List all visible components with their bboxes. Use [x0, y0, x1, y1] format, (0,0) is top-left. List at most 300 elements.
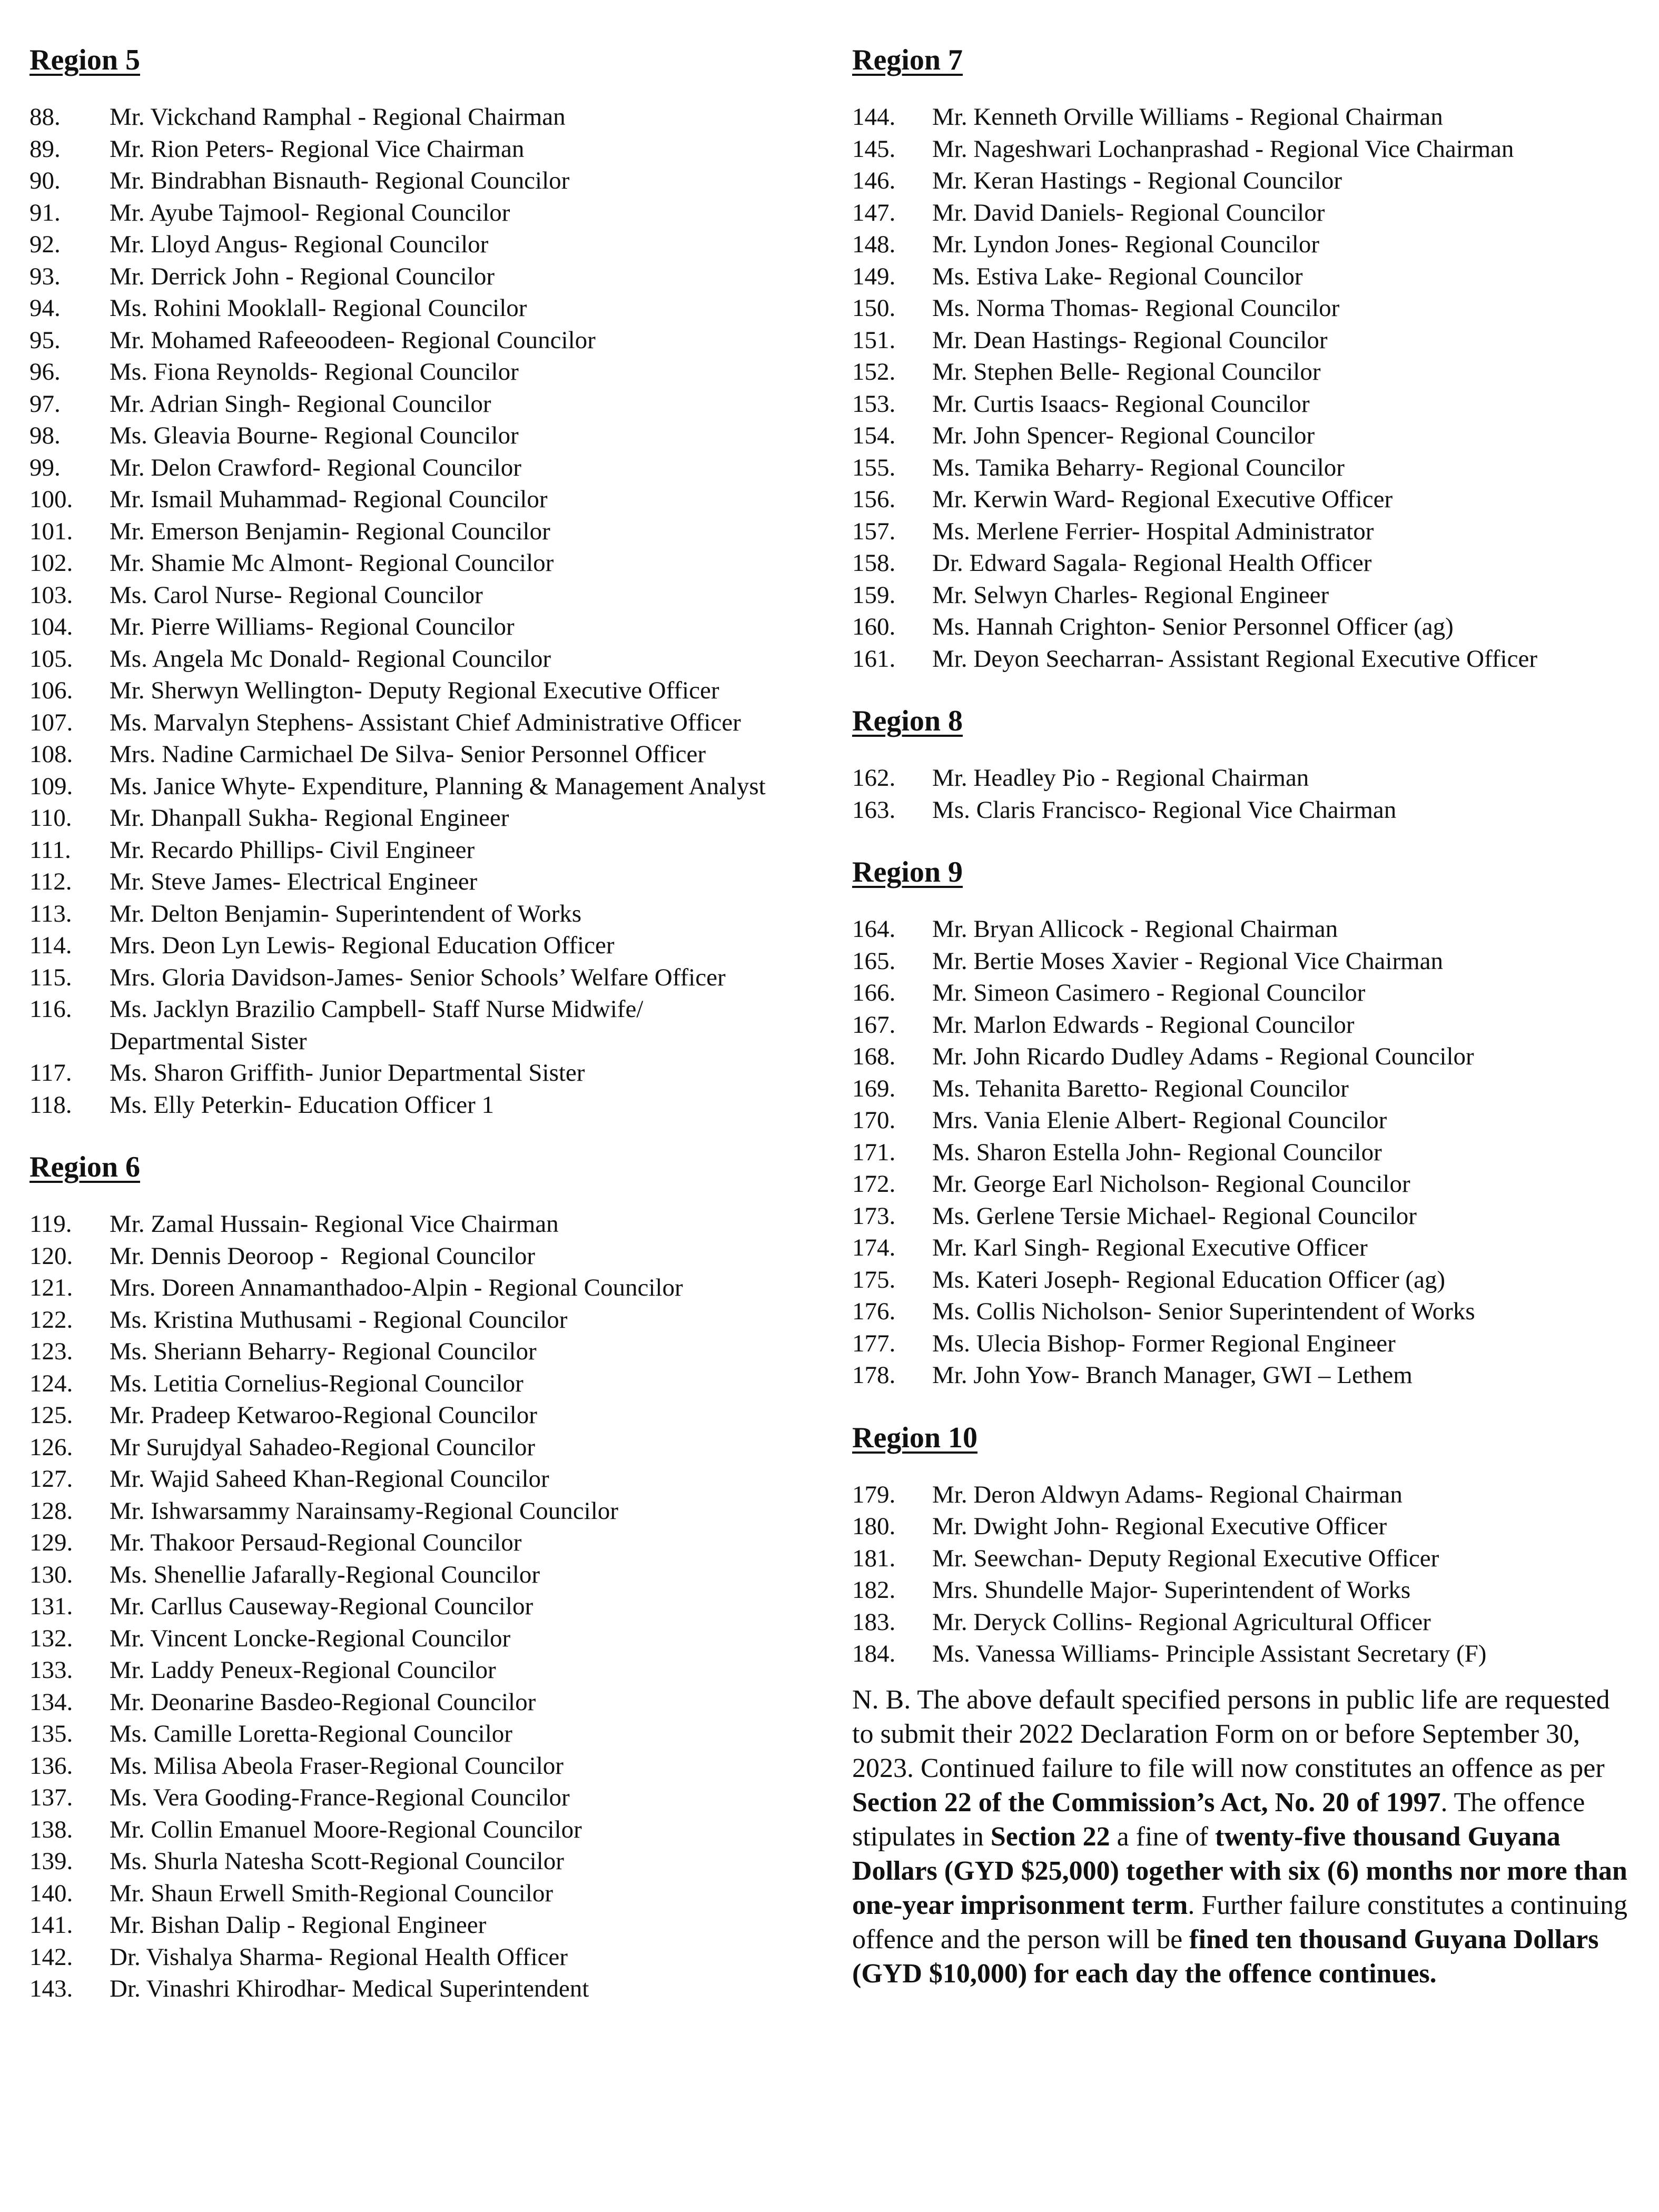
list-item	[852, 356, 1637, 388]
section-spacer	[852, 675, 1637, 702]
item-text: Mr. Simeon Casimero - Regional Councilor	[932, 979, 1366, 1006]
member-list	[852, 913, 1637, 1391]
item-text: Mr. Dennis Deoroop - Regional Councilor	[110, 1242, 536, 1270]
item-number: 135.	[29, 1720, 73, 1747]
item-number: 159.	[852, 581, 896, 609]
item-number: 92.	[29, 231, 61, 258]
item-number: 109.	[29, 772, 73, 800]
item-text: Ms. Gerlene Tersie Michael- Regional Councilor	[932, 1202, 1417, 1230]
list-item	[29, 771, 819, 803]
item-number: 119.	[29, 1210, 72, 1238]
list-item	[852, 388, 1637, 420]
list-item	[29, 993, 819, 1057]
item-number: 103.	[29, 581, 73, 609]
item-number: 136.	[29, 1752, 73, 1780]
item-text: Dr. Edward Sagala- Regional Health Officer	[932, 549, 1372, 577]
item-number: 174.	[852, 1234, 896, 1261]
item-text: Mrs. Doreen Annamanthadoo-Alpin - Regional Councilor	[110, 1274, 683, 1301]
item-text: Ms. Estiva Lake- Regional Councilor	[932, 262, 1303, 290]
item-number: 98.	[29, 422, 61, 449]
list-item	[29, 1814, 819, 1846]
item-number: 96.	[29, 358, 61, 386]
item-text: Ms. Gleavia Bourne- Regional Councilor	[110, 422, 519, 449]
item-text: Ms. Camille Loretta-Regional Councilor	[110, 1720, 512, 1747]
item-text: Ms. Sharon Estella John- Regional Councilor	[932, 1138, 1382, 1166]
item-text: Mr. Shaun Erwell Smith-Regional Councilor	[110, 1879, 554, 1907]
list-item	[29, 133, 819, 165]
item-text: Mr. Ayube Tajmool- Regional Councilor	[110, 199, 510, 226]
note-bold-segment: twenty-five thousand Guyana Dollars (GYD $25,000) together with six (6) months nor more than one-year imprisonment term	[852, 1821, 1627, 1920]
list-item	[29, 356, 819, 388]
item-number: 95.	[29, 326, 61, 354]
item-text: Mr. Marlon Edwards - Regional Councilor	[932, 1011, 1355, 1039]
list-item	[852, 1359, 1637, 1391]
item-text: Mr. Wajid Saheed Khan-Regional Councilor	[110, 1465, 549, 1493]
note-bold-segment: Section 22 of the Commission’s Act, No. 20 of 1997	[852, 1787, 1441, 1818]
list-item	[29, 1368, 819, 1400]
item-number: 111.	[29, 836, 71, 864]
item-text: Mr. Deyon Seecharran- Assistant Regional Executive Officer	[932, 645, 1537, 673]
list-item	[852, 197, 1637, 229]
item-text: Ms. Claris Francisco- Regional Vice Chairman	[932, 796, 1397, 824]
list-item	[852, 1009, 1637, 1041]
item-number: 107.	[29, 708, 73, 736]
item-text: Ms. Kateri Joseph- Regional Education Officer (ag)	[932, 1266, 1446, 1293]
item-text: Ms. Rohini Mooklall- Regional Councilor	[110, 294, 527, 322]
nb-notice	[852, 1683, 1637, 1991]
list-item	[852, 452, 1637, 484]
item-number: 146.	[852, 167, 896, 194]
list-item	[852, 1479, 1637, 1511]
list-item	[852, 977, 1637, 1009]
item-text: Mr. Vickchand Ramphal - Regional Chairman	[110, 103, 566, 131]
list-item	[29, 1845, 819, 1878]
item-number: 97.	[29, 390, 61, 418]
item-number: 99.	[29, 453, 61, 481]
item-number: 181.	[852, 1544, 896, 1572]
item-number: 131.	[29, 1593, 73, 1620]
list-item	[29, 420, 819, 452]
list-item	[29, 898, 819, 930]
region-heading: Region 8	[852, 705, 963, 737]
list-item	[852, 762, 1637, 794]
item-text: Mr. Vincent Loncke-Regional Councilor	[110, 1624, 511, 1652]
item-text: Ms. Shurla Natesha Scott-Regional Councilor	[110, 1848, 564, 1875]
list-item	[852, 1606, 1637, 1638]
item-text: Ms. Tehanita Baretto- Regional Councilor	[932, 1074, 1349, 1102]
list-item	[29, 261, 819, 293]
item-number: 140.	[29, 1879, 73, 1907]
item-number: 183.	[852, 1608, 896, 1636]
list-item	[852, 292, 1637, 324]
list-item	[29, 611, 819, 643]
item-number: 133.	[29, 1656, 73, 1684]
item-number: 176.	[852, 1298, 896, 1325]
list-item	[852, 611, 1637, 643]
item-number: 175.	[852, 1266, 896, 1293]
list-item	[852, 913, 1637, 945]
list-item	[29, 229, 819, 261]
item-number: 167.	[852, 1011, 896, 1039]
item-number: 110.	[29, 804, 72, 832]
item-number: 155.	[852, 453, 896, 481]
list-item	[29, 1431, 819, 1464]
list-item	[852, 420, 1637, 452]
item-text: Mr. Deron Aldwyn Adams- Regional Chairman	[932, 1480, 1403, 1508]
item-number: 132.	[29, 1624, 73, 1652]
item-text: Mr. Karl Singh- Regional Executive Officer	[932, 1234, 1368, 1261]
list-item	[29, 1623, 819, 1655]
list-item	[852, 1264, 1637, 1296]
item-number: 122.	[29, 1306, 73, 1334]
list-item	[852, 643, 1637, 675]
item-text: Mr. Steve James- Electrical Engineer	[110, 868, 478, 895]
item-number: 130.	[29, 1561, 73, 1588]
item-number: 89.	[29, 135, 61, 163]
item-number: 145.	[852, 135, 896, 163]
note-segment: N. B. The above default specified persons in public life are requested to submit their 2022 Declaration Form on or before September 30, 2023. Continued failure to file will now constitutes an offence as per	[852, 1684, 1610, 1783]
list-item	[852, 1041, 1637, 1073]
item-text: Ms. Collis Nicholson- Senior Superintendent of Works	[932, 1298, 1475, 1325]
item-number: 149.	[852, 262, 896, 290]
list-item	[29, 866, 819, 898]
item-number: 172.	[852, 1170, 896, 1198]
member-list	[852, 1479, 1637, 1670]
item-number: 164.	[852, 915, 896, 943]
list-item	[29, 452, 819, 484]
item-text: Mr. John Ricardo Dudley Adams - Regional Councilor	[932, 1043, 1474, 1070]
list-item	[852, 945, 1637, 977]
member-list	[29, 1208, 819, 2005]
item-number: 108.	[29, 740, 73, 768]
item-text: Ms. Janice Whyte- Expenditure, Planning & Management Analyst	[110, 772, 766, 800]
list-item	[29, 1718, 819, 1750]
note-segment: . The offence stipulates in	[852, 1787, 1585, 1852]
item-number: 126.	[29, 1433, 73, 1461]
item-number: 169.	[852, 1074, 896, 1102]
item-text: Mr. Laddy Peneux-Regional Councilor	[110, 1656, 496, 1684]
list-item	[29, 1878, 819, 1910]
item-number: 179.	[852, 1480, 896, 1508]
list-item	[852, 1543, 1637, 1575]
item-number: 112.	[29, 868, 72, 895]
item-number: 171.	[852, 1138, 896, 1166]
item-number: 156.	[852, 486, 896, 513]
item-number: 152.	[852, 358, 896, 386]
item-text: Mr. David Daniels- Regional Councilor	[932, 199, 1325, 226]
item-text: Mr. Selwyn Charles- Regional Engineer	[932, 581, 1329, 609]
item-number: 137.	[29, 1784, 73, 1811]
list-item	[29, 962, 819, 994]
item-text: Mr. Dean Hastings- Regional Councilor	[932, 326, 1328, 354]
region-heading: Region 10	[852, 1421, 977, 1454]
list-item	[852, 133, 1637, 165]
list-item	[29, 1654, 819, 1686]
item-text: Ms. Marvalyn Stephens- Assistant Chief Administrative Officer	[110, 708, 741, 736]
list-item	[29, 579, 819, 611]
region-heading: Region 6	[29, 1151, 140, 1183]
item-number: 168.	[852, 1043, 896, 1070]
item-text: Ms. Carol Nurse- Regional Councilor	[110, 581, 483, 609]
item-number: 127.	[29, 1465, 73, 1493]
item-number: 173.	[852, 1202, 896, 1230]
item-text: Ms. Angela Mc Donald- Regional Councilor	[110, 645, 551, 673]
item-text: Mrs. Vania Elenie Albert- Regional Councilor	[932, 1107, 1387, 1134]
item-number: 138.	[29, 1815, 73, 1843]
item-text: Mr. Collin Emanuel Moore-Regional Councilor	[110, 1815, 582, 1843]
item-number: 184.	[852, 1640, 896, 1667]
item-text: Mr. Shamie Mc Almont- Regional Councilor	[110, 549, 554, 577]
item-number: 163.	[852, 796, 896, 824]
list-item	[29, 1240, 819, 1272]
list-item	[852, 324, 1637, 357]
item-text: Mr. Adrian Singh- Regional Councilor	[110, 390, 491, 418]
item-number: 100.	[29, 486, 73, 513]
item-text: Mr. Lloyd Angus- Regional Councilor	[110, 231, 489, 258]
list-item	[852, 1073, 1637, 1105]
list-item	[29, 1399, 819, 1431]
item-number: 143.	[29, 1975, 73, 2002]
note-segment: . Further failure constitutes a continuing offence and the person will be	[852, 1890, 1628, 1954]
item-text: Mr. Headley Pio - Regional Chairman	[932, 764, 1309, 792]
item-number: 114.	[29, 932, 72, 959]
list-item	[29, 675, 819, 707]
item-text: Mr. Bryan Allicock - Regional Chairman	[932, 915, 1338, 943]
item-text: Ms. Milisa Abeola Fraser-Regional Councilor	[110, 1752, 564, 1780]
item-number: 153.	[852, 390, 896, 418]
list-item	[29, 1089, 819, 1121]
item-text: Ms. Tamika Beharry- Regional Councilor	[932, 453, 1345, 481]
list-item	[29, 1686, 819, 1719]
item-text: Mr. Nageshwari Lochanprashad - Regional Vice Chairman	[932, 135, 1514, 163]
list-item	[852, 1232, 1637, 1264]
list-item	[29, 1527, 819, 1559]
item-number: 104.	[29, 613, 73, 640]
list-item	[852, 229, 1637, 261]
list-item	[852, 794, 1637, 826]
item-number: 144.	[852, 103, 896, 131]
item-number: 141.	[29, 1911, 73, 1939]
item-text: Ms. Ulecia Bishop- Former Regional Engineer	[932, 1329, 1396, 1357]
item-text: Mrs. Nadine Carmichael De Silva- Senior Personnel Officer	[110, 740, 706, 768]
item-text: Ms. Vanessa Williams- Principle Assistant Secretary (F)	[932, 1640, 1487, 1667]
item-number: 180.	[852, 1513, 896, 1540]
item-number: 128.	[29, 1497, 73, 1525]
item-number: 170.	[852, 1107, 896, 1134]
list-item	[29, 388, 819, 420]
list-item	[29, 547, 819, 579]
item-number: 160.	[852, 613, 896, 640]
item-text: Mr. Deryck Collins- Regional Agricultural Officer	[932, 1608, 1431, 1636]
list-item	[852, 547, 1637, 579]
list-item	[29, 930, 819, 962]
list-item	[29, 165, 819, 197]
item-text: Mr. Ismail Muhammad- Regional Councilor	[110, 486, 548, 513]
item-text: Mr. Carllus Causeway-Regional Councilor	[110, 1593, 534, 1620]
item-text: Ms. Vera Gooding-France-Regional Councilor	[110, 1784, 570, 1811]
list-item	[852, 1200, 1637, 1232]
list-item	[29, 1272, 819, 1304]
item-number: 165.	[852, 947, 896, 975]
item-number: 177.	[852, 1329, 896, 1357]
item-text: Mr. John Spencer- Regional Councilor	[932, 422, 1315, 449]
list-item	[852, 1574, 1637, 1606]
list-item	[852, 1104, 1637, 1137]
item-text: Ms. Hannah Crighton- Senior Personnel Officer (ag)	[932, 613, 1454, 640]
list-item	[852, 1328, 1637, 1360]
item-text: Mr. Pradeep Ketwaroo-Regional Councilor	[110, 1401, 537, 1429]
list-item	[29, 516, 819, 548]
list-item	[852, 1168, 1637, 1200]
item-text: Mr. Rion Peters- Regional Vice Chairman	[110, 135, 525, 163]
item-number: 102.	[29, 549, 73, 577]
member-list	[852, 101, 1637, 675]
list-item	[29, 1591, 819, 1623]
item-text: Mrs. Deon Lyn Lewis- Regional Education Officer	[110, 932, 615, 959]
list-item	[852, 1296, 1637, 1328]
item-number: 91.	[29, 199, 61, 226]
item-text: Mr. Recardo Phillips- Civil Engineer	[110, 836, 475, 864]
item-text: Mr. Dwight John- Regional Executive Officer	[932, 1513, 1387, 1540]
note-bold-segment: Section 22	[990, 1821, 1110, 1852]
right-column	[852, 41, 1637, 2018]
item-number: 121.	[29, 1274, 73, 1301]
list-item	[852, 101, 1637, 133]
item-text: Dr. Vishalya Sharma- Regional Health Officer	[110, 1943, 568, 1971]
note-segment: a fine of	[1110, 1821, 1215, 1852]
region-heading: Region 5	[29, 44, 140, 76]
item-number: 116.	[29, 995, 72, 1023]
item-number: 182.	[852, 1576, 896, 1604]
item-text: Mr. Bishan Dalip - Regional Engineer	[110, 1911, 487, 1939]
item-text: Ms. Letitia Cornelius-Regional Councilor	[110, 1369, 524, 1397]
item-text: Mr. Kenneth Orville Williams - Regional Chairman	[932, 103, 1443, 131]
item-text: Mr Surujdyal Sahadeo-Regional Councilor	[110, 1433, 535, 1461]
list-item	[29, 1973, 819, 2005]
item-text: Mr. Lyndon Jones- Regional Councilor	[932, 231, 1319, 258]
item-number: 151.	[852, 326, 896, 354]
item-number: 117.	[29, 1059, 72, 1087]
item-text: Mr. Seewchan- Deputy Regional Executive Officer	[932, 1544, 1439, 1572]
item-text: Mr. Delon Crawford- Regional Councilor	[110, 453, 521, 481]
item-number: 125.	[29, 1401, 73, 1429]
member-list	[852, 762, 1637, 826]
item-text: Mr. Keran Hastings - Regional Councilor	[932, 167, 1342, 194]
item-number: 142.	[29, 1943, 73, 1971]
list-item	[29, 1941, 819, 1973]
section-spacer	[852, 1391, 1637, 1419]
list-item	[29, 802, 819, 834]
item-number: 101.	[29, 517, 73, 545]
item-number: 94.	[29, 294, 61, 322]
list-item	[852, 165, 1637, 197]
item-text: Mr. Mohamed Rafeeoodeen- Regional Councilor	[110, 326, 596, 354]
list-item	[29, 1750, 819, 1782]
list-item	[29, 101, 819, 133]
item-number: 93.	[29, 262, 61, 290]
list-item	[29, 324, 819, 357]
item-text: Mr. Bertie Moses Xavier - Regional Vice Chairman	[932, 947, 1444, 975]
item-number: 90.	[29, 167, 61, 194]
item-number: 166.	[852, 979, 896, 1006]
item-text: Mr. Deonarine Basdeo-Regional Councilor	[110, 1688, 536, 1716]
item-number: 150.	[852, 294, 896, 322]
item-text: Ms. Elly Peterkin- Education Officer 1	[110, 1091, 495, 1119]
item-number: 124.	[29, 1369, 73, 1397]
list-item	[852, 579, 1637, 611]
item-number: 88.	[29, 103, 61, 131]
item-number: 162.	[852, 764, 896, 792]
item-number: 158.	[852, 549, 896, 577]
note-bold-segment: fined ten thousand Guyana Dollars (GYD $10,000) for each day the offence continues.	[852, 1924, 1599, 1989]
list-item	[29, 483, 819, 516]
item-text: Ms. Sharon Griffith- Junior Departmental Sister	[110, 1059, 585, 1087]
item-number: 161.	[852, 645, 896, 673]
list-item	[29, 834, 819, 866]
item-number: 118.	[29, 1091, 72, 1119]
item-number: 157.	[852, 517, 896, 545]
list-item	[852, 261, 1637, 293]
item-text: Mr. Ishwarsammy Narainsamy-Regional Councilor	[110, 1497, 618, 1525]
item-text: Mr. Bindrabhan Bisnauth- Regional Councilor	[110, 167, 570, 194]
item-text: Mrs. Gloria Davidson-James- Senior Schools’ Welfare Officer	[110, 963, 726, 991]
item-text: Ms. Merlene Ferrier- Hospital Administrator	[932, 517, 1374, 545]
item-number: 129.	[29, 1529, 73, 1556]
item-text: Ms. Norma Thomas- Regional Councilor	[932, 294, 1340, 322]
region-heading: Region 9	[852, 856, 963, 888]
item-text: Ms. Kristina Muthusami - Regional Councilor	[110, 1306, 568, 1334]
item-text: Mr. Thakoor Persaud-Regional Councilor	[110, 1529, 522, 1556]
list-item	[29, 197, 819, 229]
list-item	[29, 1782, 819, 1814]
list-item	[29, 1057, 819, 1089]
left-column	[29, 41, 819, 2005]
item-number: 178.	[852, 1361, 896, 1389]
item-text: Mr. Stephen Belle- Regional Councilor	[932, 358, 1321, 386]
list-item	[29, 738, 819, 771]
list-item	[852, 1137, 1637, 1169]
list-item	[29, 1463, 819, 1495]
list-item	[29, 1495, 819, 1527]
item-text: Mr. Curtis Isaacs- Regional Councilor	[932, 390, 1310, 418]
section-spacer	[29, 1121, 819, 1148]
item-text: Mr. Derrick John - Regional Councilor	[110, 262, 495, 290]
list-item	[29, 1336, 819, 1368]
list-item	[852, 1510, 1637, 1543]
item-text: Mr. Emerson Benjamin- Regional Councilor	[110, 517, 550, 545]
item-number: 115.	[29, 963, 72, 991]
item-text: Dr. Vinashri Khirodhar- Medical Superintendent	[110, 1975, 589, 2002]
item-number: 154.	[852, 422, 896, 449]
item-number: 123.	[29, 1338, 73, 1365]
list-item	[29, 1559, 819, 1591]
item-number: 113.	[29, 900, 72, 927]
item-text: Ms. Jacklyn Brazilio Campbell- Staff Nurse Midwife/ Departmental Sister	[110, 995, 644, 1055]
list-item	[29, 643, 819, 675]
item-text: Mr. Sherwyn Wellington- Deputy Regional Executive Officer	[110, 677, 719, 704]
item-text: Mr. Delton Benjamin- Superintendent of Works	[110, 900, 582, 927]
item-text: Ms. Shenellie Jafarally-Regional Councilor	[110, 1561, 540, 1588]
item-number: 106.	[29, 677, 73, 704]
item-text: Ms. Sheriann Beharry- Regional Councilor	[110, 1338, 537, 1365]
item-text: Mr. Zamal Hussain- Regional Vice Chairman	[110, 1210, 559, 1238]
item-number: 147.	[852, 199, 896, 226]
list-item	[852, 483, 1637, 516]
item-number: 120.	[29, 1242, 73, 1270]
item-text: Mr. George Earl Nicholson- Regional Councilor	[932, 1170, 1410, 1198]
item-text: Mr. Kerwin Ward- Regional Executive Officer	[932, 486, 1393, 513]
list-item	[29, 1304, 819, 1336]
